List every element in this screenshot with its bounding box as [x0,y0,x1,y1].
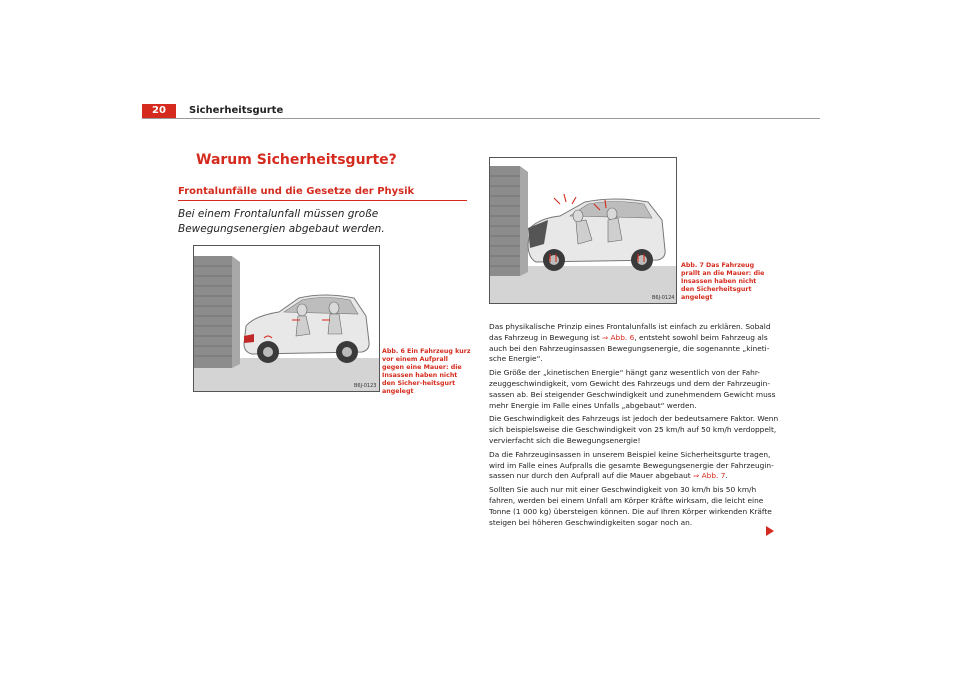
page-number: 20 [142,104,176,118]
figure-7-reference-link[interactable]: ⇒ Abb. 7 [693,471,726,481]
section-title: Warum Sicherheitsgurte? [196,152,397,168]
figure-6-reference-link[interactable]: ⇒ Abb. 6 [601,332,635,342]
paragraph-1: Das physikalische Prinzip eines Frontalunfalls ist einfach zu erklären. Sobald das Fahrzeug in Bewegung ist ⇒ Abb. 6, entsteht sowohl beim Fahrzeug als auch bei den Fahrzeuginsassen Bewegungsenergie, die sogenannte „kineti-sche Energie“. [489,322,771,364]
figure-6-caption: Abb. 6 Ein Fahrzeug kurz vor einem Aufprall gegen eine Mauer: die Insassen haben nicht den Sicher-heitsgurt angelegt [382,348,471,395]
car-before-impact-illustration [194,246,379,391]
body-text [489,322,779,531]
section-subtitle: Frontalunfälle und die Gesetze der Physik [178,186,415,197]
intro-text: Bei einem Frontalunfall müssen große Bewegungsenergien abgebaut werden. [178,208,385,235]
figure-7-caption: Abb. 7 Das Fahrzeug prallt an die Mauer: die Insassen haben nicht den Sicherheitsgurt angelegt [681,262,765,301]
paragraph-2: Die Größe der „kinetischen Energie“ hängt ganz wesentlich von der Fahr-zeuggeschwindigkeit, vom Gewicht des Fahrzeugs und dem der Fahrzeugin-sassen ab. Bei steigender Geschwindigkeit und zunehmendem Gewicht muss mehr Energie im Falle eines Unfalls „abgebaut“ werden. [489,368,776,410]
subtitle-divider [178,200,467,201]
next-page-arrow-icon[interactable] [766,526,774,536]
figure-6-car-before-impact [193,245,380,392]
brick-wall [194,256,240,368]
paragraph-5: Sollten Sie auch nur mit einer Geschwindigkeit von 30 km/h bis 50 km/h fahren, werden bei einem Unfall am Körper Kräfte wirksam, die leicht eine Tonne (1 000 kg) übersteigen können. Die auf Ihren Körper wirkenden Kräfte steigen bei höheren Geschwindigkeiten sogar noch an. [489,485,772,527]
paragraph-4: Da die Fahrzeuginsassen in unserem Beispiel keine Sicherheitsgurte tragen, wird im Falle eines Aufpralls die gesamte Bewegungsenergie der Fahrzeugin-sassen nur durch den Aufprall auf die Mauer abgebaut ⇒ Abb. 7. [489,449,774,481]
brick-wall [490,166,528,276]
running-header-title: Sicherheitsgurte [189,105,284,116]
figure-6-code: B6J-0123 [354,383,377,389]
header-divider [142,118,820,119]
car-impact-illustration [490,158,676,303]
figure-7-code: B6J-0124 [652,295,675,301]
paragraph-3: Die Geschwindigkeit des Fahrzeugs ist jedoch der bedeutsamere Faktor. Wenn sich beispielsweise die Geschwindigkeit von 25 km/h auf 50 km/h verdoppelt, vervierfacht sich die Bewegungsenergie! [489,414,779,445]
figure-7-car-impact [489,157,677,304]
